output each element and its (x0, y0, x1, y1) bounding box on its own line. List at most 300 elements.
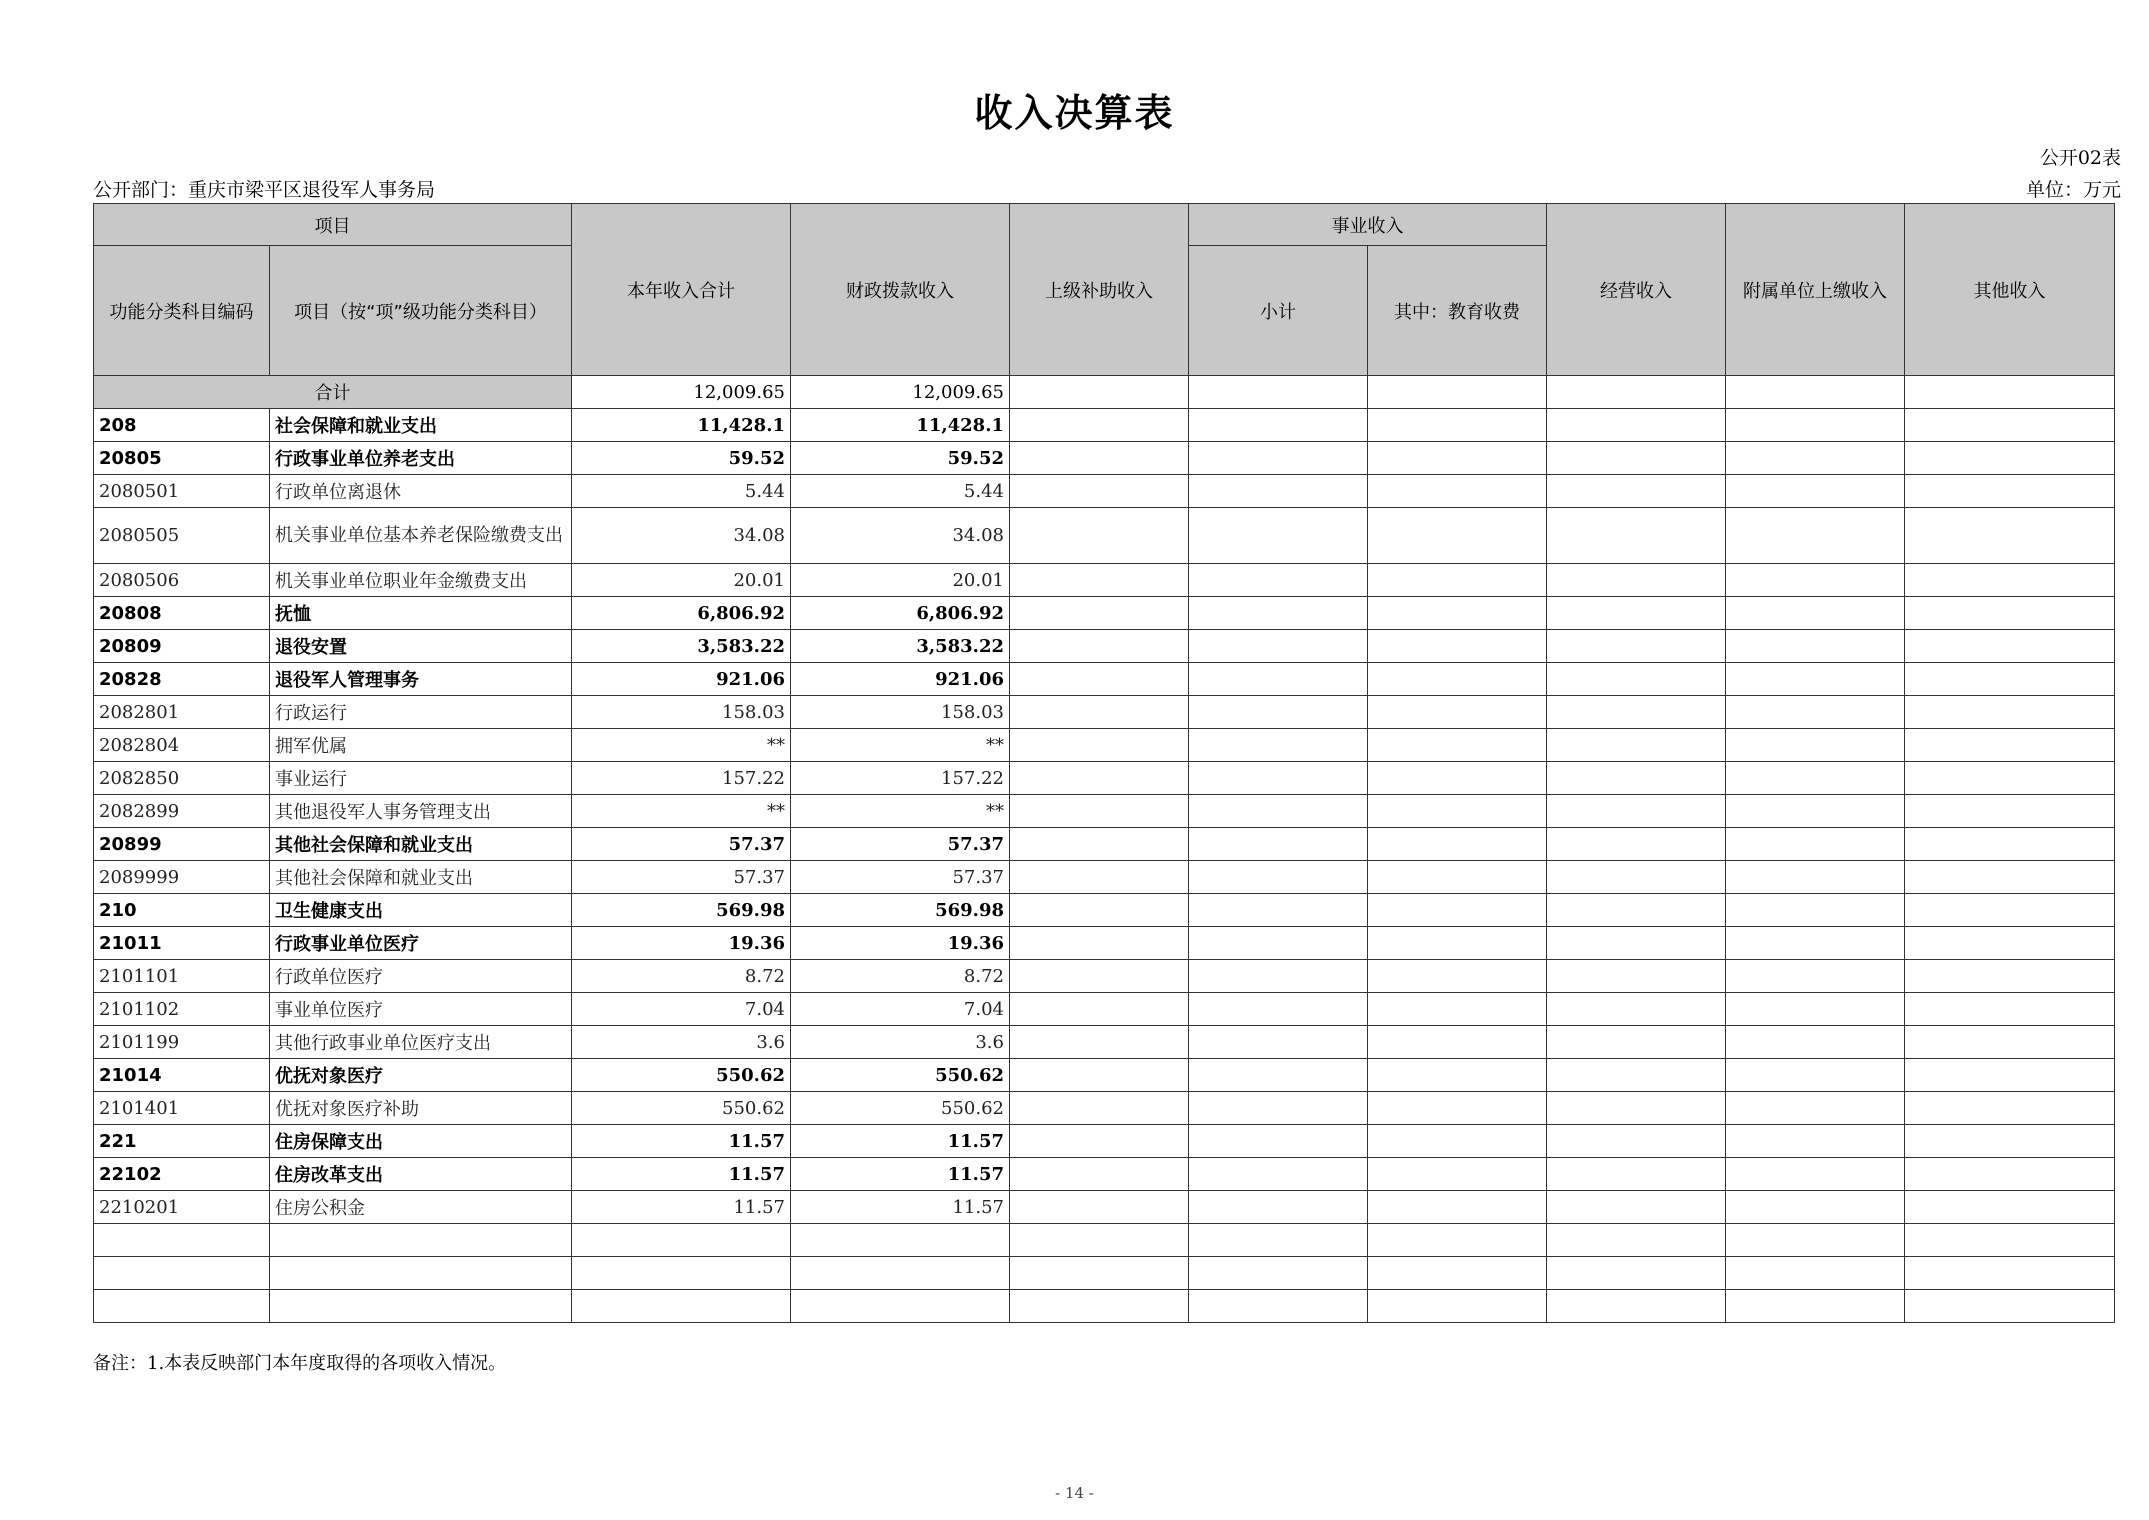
code-cell: 210 (94, 894, 270, 927)
header-total-income: 本年收入合计 (572, 204, 791, 376)
total-fiscal-value: 12,009.65 (791, 376, 1010, 409)
name-cell: 行政单位离退休 (270, 475, 572, 508)
empty-cell (1189, 729, 1368, 762)
empty-cell (1368, 409, 1547, 442)
table-row (94, 1026, 2115, 1059)
empty-cell (1010, 409, 1189, 442)
name-cell: 抚恤 (270, 597, 572, 630)
empty-cell (1905, 1026, 2115, 1059)
code-cell: 2082804 (94, 729, 270, 762)
code-cell: 20805 (94, 442, 270, 475)
name-cell: 卫生健康支出 (270, 894, 572, 927)
empty-cell (1189, 409, 1368, 442)
empty-cell (1368, 762, 1547, 795)
fiscal-cell: ** (791, 795, 1010, 828)
total-income-cell: 19.36 (572, 927, 791, 960)
fiscal-cell: 11,428.1 (791, 409, 1010, 442)
empty-cell (1010, 1191, 1189, 1224)
empty-cell (1547, 795, 1726, 828)
empty-cell (1726, 861, 1905, 894)
total-income-cell: 20.01 (572, 564, 791, 597)
code-cell: 22102 (94, 1158, 270, 1191)
table-row (94, 729, 2115, 762)
fiscal-cell: 157.22 (791, 762, 1010, 795)
code-cell: 20899 (94, 828, 270, 861)
table-row (94, 762, 2115, 795)
total-income-cell: 11.57 (572, 1125, 791, 1158)
empty-cell (1726, 795, 1905, 828)
empty-cell (791, 1224, 1010, 1257)
header-edu-fee: 其中：教育收费 (1368, 246, 1547, 376)
total-income-cell: ** (572, 729, 791, 762)
name-cell: 机关事业单位职业年金缴费支出 (270, 564, 572, 597)
empty-cell (1189, 1224, 1368, 1257)
table-row (94, 630, 2115, 663)
empty-cell (572, 1224, 791, 1257)
empty-row (94, 1224, 2115, 1257)
total-income-cell: 7.04 (572, 993, 791, 1026)
empty-cell (1726, 630, 1905, 663)
fiscal-cell: 11.57 (791, 1125, 1010, 1158)
empty-cell (1547, 409, 1726, 442)
empty-cell (1189, 1092, 1368, 1125)
table-row (94, 1059, 2115, 1092)
empty-cell (1547, 1059, 1726, 1092)
empty-cell (1905, 564, 2115, 597)
empty-cell (1905, 663, 2115, 696)
header-name: 项目（按“项”级功能分类科目） (270, 246, 572, 376)
empty-cell (1905, 630, 2115, 663)
empty-cell (1189, 861, 1368, 894)
empty-cell (1905, 442, 2115, 475)
name-cell: 其他社会保障和就业支出 (270, 828, 572, 861)
empty-cell (1726, 696, 1905, 729)
table-row (94, 475, 2115, 508)
empty-cell (1726, 376, 1905, 409)
table-row (94, 1191, 2115, 1224)
empty-cell (1547, 630, 1726, 663)
empty-cell (1189, 795, 1368, 828)
table-row (94, 894, 2115, 927)
empty-cell (1905, 1158, 2115, 1191)
code-cell: 2089999 (94, 861, 270, 894)
empty-cell (1547, 729, 1726, 762)
code-cell: 2082801 (94, 696, 270, 729)
empty-cell (1189, 475, 1368, 508)
empty-cell (1905, 1059, 2115, 1092)
empty-cell (1726, 442, 1905, 475)
fiscal-cell: 11.57 (791, 1191, 1010, 1224)
fiscal-cell: 158.03 (791, 696, 1010, 729)
empty-cell (1547, 564, 1726, 597)
empty-cell (1905, 1092, 2115, 1125)
empty-cell (1726, 475, 1905, 508)
empty-cell (1010, 1158, 1189, 1191)
name-cell: 其他退役军人事务管理支出 (270, 795, 572, 828)
empty-cell (1010, 795, 1189, 828)
empty-cell (1010, 1059, 1189, 1092)
empty-cell (1547, 1158, 1726, 1191)
empty-cell (1726, 894, 1905, 927)
code-cell: 2210201 (94, 1191, 270, 1224)
empty-cell (1189, 894, 1368, 927)
table-row (94, 960, 2115, 993)
name-cell: 行政单位医疗 (270, 960, 572, 993)
empty-cell (270, 1257, 572, 1290)
header-operating: 经营收入 (1547, 204, 1726, 376)
empty-cell (1726, 508, 1905, 564)
code-cell: 2082899 (94, 795, 270, 828)
empty-cell (1547, 442, 1726, 475)
empty-cell (1905, 376, 2115, 409)
empty-cell (1368, 729, 1547, 762)
empty-cell (1368, 475, 1547, 508)
empty-cell (1189, 960, 1368, 993)
name-cell: 退役军人管理事务 (270, 663, 572, 696)
empty-cell (1368, 1026, 1547, 1059)
table-row (94, 1125, 2115, 1158)
total-label: 合计 (94, 376, 572, 409)
header-other: 其他收入 (1905, 204, 2115, 376)
empty-cell (1368, 1257, 1547, 1290)
table-row (94, 828, 2115, 861)
table-row (94, 861, 2115, 894)
empty-cell (1547, 960, 1726, 993)
empty-cell (1010, 597, 1189, 630)
empty-cell (1368, 960, 1547, 993)
code-cell: 2101101 (94, 960, 270, 993)
empty-cell (1189, 442, 1368, 475)
table-row (94, 795, 2115, 828)
total-income-cell: 569.98 (572, 894, 791, 927)
fiscal-cell: 7.04 (791, 993, 1010, 1026)
empty-row (94, 1290, 2115, 1323)
empty-cell (1547, 508, 1726, 564)
empty-cell (1010, 696, 1189, 729)
empty-cell (1189, 1257, 1368, 1290)
empty-cell (1010, 1026, 1189, 1059)
fiscal-cell: 11.57 (791, 1158, 1010, 1191)
empty-cell (1010, 828, 1189, 861)
total-income-cell: 5.44 (572, 475, 791, 508)
empty-cell (1905, 861, 2115, 894)
empty-cell (1010, 1092, 1189, 1125)
empty-cell (1368, 1191, 1547, 1224)
empty-cell (1905, 960, 2115, 993)
empty-cell (1726, 828, 1905, 861)
empty-cell (1547, 894, 1726, 927)
empty-cell (1010, 1224, 1189, 1257)
empty-cell (1905, 828, 2115, 861)
empty-cell (1368, 861, 1547, 894)
code-cell: 2101199 (94, 1026, 270, 1059)
fiscal-cell: 20.01 (791, 564, 1010, 597)
empty-cell (1010, 475, 1189, 508)
total-income-cell: 57.37 (572, 861, 791, 894)
total-income-cell: 11.57 (572, 1158, 791, 1191)
total-income-cell: 921.06 (572, 663, 791, 696)
code-cell: 21011 (94, 927, 270, 960)
fiscal-cell: 3.6 (791, 1026, 1010, 1059)
table-row (94, 442, 2115, 475)
name-cell: 行政运行 (270, 696, 572, 729)
header-career-group: 事业收入 (1189, 204, 1547, 246)
total-income-cell: 3,583.22 (572, 630, 791, 663)
empty-cell (1010, 1290, 1189, 1323)
empty-cell (1189, 564, 1368, 597)
empty-cell (1189, 1290, 1368, 1323)
empty-cell (1010, 894, 1189, 927)
code-cell: 2082850 (94, 762, 270, 795)
footnote: 备注：1.本表反映部门本年度取得的各项收入情况。 (93, 1353, 507, 1374)
table-row (94, 696, 2115, 729)
empty-cell (1547, 1191, 1726, 1224)
empty-cell (1547, 475, 1726, 508)
empty-cell (1368, 696, 1547, 729)
page-number: - 14 - (1055, 1484, 1094, 1502)
empty-cell (1368, 1224, 1547, 1257)
empty-cell (1547, 927, 1726, 960)
empty-cell (1010, 442, 1189, 475)
empty-cell (1547, 861, 1726, 894)
code-cell: 221 (94, 1125, 270, 1158)
empty-cell (1726, 1257, 1905, 1290)
empty-cell (270, 1290, 572, 1323)
empty-cell (1905, 762, 2115, 795)
empty-cell (94, 1224, 270, 1257)
empty-cell (1726, 597, 1905, 630)
empty-cell (572, 1257, 791, 1290)
fiscal-cell: 550.62 (791, 1059, 1010, 1092)
header-affiliated: 附属单位上缴收入 (1726, 204, 1905, 376)
empty-cell (1547, 993, 1726, 1026)
code-cell: 20809 (94, 630, 270, 663)
total-income-cell: 3.6 (572, 1026, 791, 1059)
empty-cell (1189, 1125, 1368, 1158)
empty-cell (1368, 927, 1547, 960)
name-cell: 机关事业单位基本养老保险缴费支出 (270, 508, 572, 564)
code-cell: 20808 (94, 597, 270, 630)
empty-cell (1547, 1290, 1726, 1323)
empty-cell (1905, 508, 2115, 564)
total-income-cell: 11.57 (572, 1191, 791, 1224)
empty-cell (1368, 508, 1547, 564)
empty-cell (1547, 1125, 1726, 1158)
empty-cell (1368, 894, 1547, 927)
total-row (94, 376, 2115, 409)
name-cell: 住房改革支出 (270, 1158, 572, 1191)
empty-cell (1010, 1257, 1189, 1290)
fiscal-cell: 19.36 (791, 927, 1010, 960)
fiscal-cell: 569.98 (791, 894, 1010, 927)
total-income-cell: 11,428.1 (572, 409, 791, 442)
empty-row (94, 1257, 2115, 1290)
table-row (94, 508, 2115, 564)
code-cell: 2080501 (94, 475, 270, 508)
header-superior: 上级补助收入 (1010, 204, 1189, 376)
empty-cell (1547, 828, 1726, 861)
name-cell: 优抚对象医疗补助 (270, 1092, 572, 1125)
empty-cell (1726, 1026, 1905, 1059)
empty-cell (1905, 475, 2115, 508)
total-income-value: 12,009.65 (572, 376, 791, 409)
empty-cell (1547, 1092, 1726, 1125)
header-item-group: 项目 (94, 204, 572, 246)
empty-cell (1368, 442, 1547, 475)
total-income-cell: 59.52 (572, 442, 791, 475)
empty-cell (1726, 1059, 1905, 1092)
empty-cell (1189, 508, 1368, 564)
fiscal-cell: 57.37 (791, 861, 1010, 894)
fiscal-cell: 8.72 (791, 960, 1010, 993)
table-row (94, 1158, 2115, 1191)
empty-cell (1368, 1290, 1547, 1323)
code-cell: 2080506 (94, 564, 270, 597)
empty-cell (1189, 762, 1368, 795)
empty-cell (1189, 696, 1368, 729)
empty-cell (1726, 1290, 1905, 1323)
header-fiscal: 财政拨款收入 (791, 204, 1010, 376)
empty-cell (1905, 597, 2115, 630)
total-income-cell: 158.03 (572, 696, 791, 729)
empty-cell (1010, 861, 1189, 894)
empty-cell (1905, 1125, 2115, 1158)
empty-cell (791, 1257, 1010, 1290)
empty-cell (1726, 409, 1905, 442)
empty-cell (1189, 828, 1368, 861)
fiscal-cell: 6,806.92 (791, 597, 1010, 630)
empty-cell (1010, 993, 1189, 1026)
empty-cell (1189, 927, 1368, 960)
empty-cell (1547, 663, 1726, 696)
empty-cell (1726, 1125, 1905, 1158)
empty-cell (1547, 376, 1726, 409)
empty-cell (1368, 663, 1547, 696)
fiscal-cell: 3,583.22 (791, 630, 1010, 663)
empty-cell (1726, 729, 1905, 762)
empty-cell (1547, 762, 1726, 795)
fiscal-cell: 34.08 (791, 508, 1010, 564)
code-cell: 21014 (94, 1059, 270, 1092)
empty-cell (1547, 696, 1726, 729)
empty-cell (94, 1290, 270, 1323)
department-label: 公开部门：重庆市梁平区退役军人事务局 (93, 179, 436, 201)
empty-cell (1010, 630, 1189, 663)
fiscal-cell: 57.37 (791, 828, 1010, 861)
income-table (93, 203, 2115, 1323)
fiscal-cell: 59.52 (791, 442, 1010, 475)
empty-cell (94, 1257, 270, 1290)
fiscal-cell: 5.44 (791, 475, 1010, 508)
fiscal-cell: 550.62 (791, 1092, 1010, 1125)
table-row (94, 663, 2115, 696)
empty-cell (1905, 1191, 2115, 1224)
empty-cell (572, 1290, 791, 1323)
empty-cell (1189, 993, 1368, 1026)
empty-cell (1010, 663, 1189, 696)
total-income-cell: 34.08 (572, 508, 791, 564)
code-cell: 2101102 (94, 993, 270, 1026)
empty-cell (1010, 927, 1189, 960)
header-code: 功能分类科目编码 (94, 246, 270, 376)
unit-label: 单位：万元 (2025, 179, 2121, 201)
empty-cell (1726, 762, 1905, 795)
name-cell: 行政事业单位养老支出 (270, 442, 572, 475)
empty-cell (1905, 993, 2115, 1026)
empty-cell (1189, 1026, 1368, 1059)
empty-cell (1547, 597, 1726, 630)
total-income-cell: 550.62 (572, 1092, 791, 1125)
empty-cell (1010, 960, 1189, 993)
table-row (94, 564, 2115, 597)
empty-cell (1726, 960, 1905, 993)
total-income-cell: 157.22 (572, 762, 791, 795)
empty-cell (1010, 564, 1189, 597)
empty-cell (1905, 1290, 2115, 1323)
empty-cell (1368, 564, 1547, 597)
empty-cell (1010, 729, 1189, 762)
empty-cell (1368, 1092, 1547, 1125)
empty-cell (1010, 762, 1189, 795)
name-cell: 优抚对象医疗 (270, 1059, 572, 1092)
empty-cell (1189, 376, 1368, 409)
code-cell: 2101401 (94, 1092, 270, 1125)
total-income-cell: ** (572, 795, 791, 828)
code-cell: 20828 (94, 663, 270, 696)
empty-cell (1726, 993, 1905, 1026)
empty-cell (1726, 1158, 1905, 1191)
table-row (94, 597, 2115, 630)
empty-cell (1905, 795, 2115, 828)
name-cell: 拥军优属 (270, 729, 572, 762)
empty-cell (1010, 376, 1189, 409)
empty-cell (1368, 1158, 1547, 1191)
empty-cell (1547, 1257, 1726, 1290)
name-cell: 其他社会保障和就业支出 (270, 861, 572, 894)
header-subtotal: 小计 (1189, 246, 1368, 376)
table-row (94, 409, 2115, 442)
empty-cell (1189, 1158, 1368, 1191)
empty-cell (1547, 1026, 1726, 1059)
empty-cell (1726, 663, 1905, 696)
total-income-cell: 8.72 (572, 960, 791, 993)
fiscal-cell: 921.06 (791, 663, 1010, 696)
empty-cell (1368, 795, 1547, 828)
empty-cell (1905, 894, 2115, 927)
empty-cell (1905, 696, 2115, 729)
name-cell: 事业单位医疗 (270, 993, 572, 1026)
empty-cell (270, 1224, 572, 1257)
empty-cell (1368, 597, 1547, 630)
empty-cell (1905, 1224, 2115, 1257)
empty-cell (1368, 993, 1547, 1026)
empty-cell (1368, 376, 1547, 409)
empty-cell (1189, 663, 1368, 696)
empty-cell (1726, 1092, 1905, 1125)
empty-cell (1368, 1059, 1547, 1092)
fiscal-cell: ** (791, 729, 1010, 762)
table-row (94, 1092, 2115, 1125)
name-cell: 住房公积金 (270, 1191, 572, 1224)
empty-cell (1189, 1059, 1368, 1092)
empty-cell (1726, 927, 1905, 960)
name-cell: 住房保障支出 (270, 1125, 572, 1158)
code-cell: 208 (94, 409, 270, 442)
empty-cell (1368, 630, 1547, 663)
empty-cell (1189, 597, 1368, 630)
empty-cell (1189, 630, 1368, 663)
table-row (94, 927, 2115, 960)
